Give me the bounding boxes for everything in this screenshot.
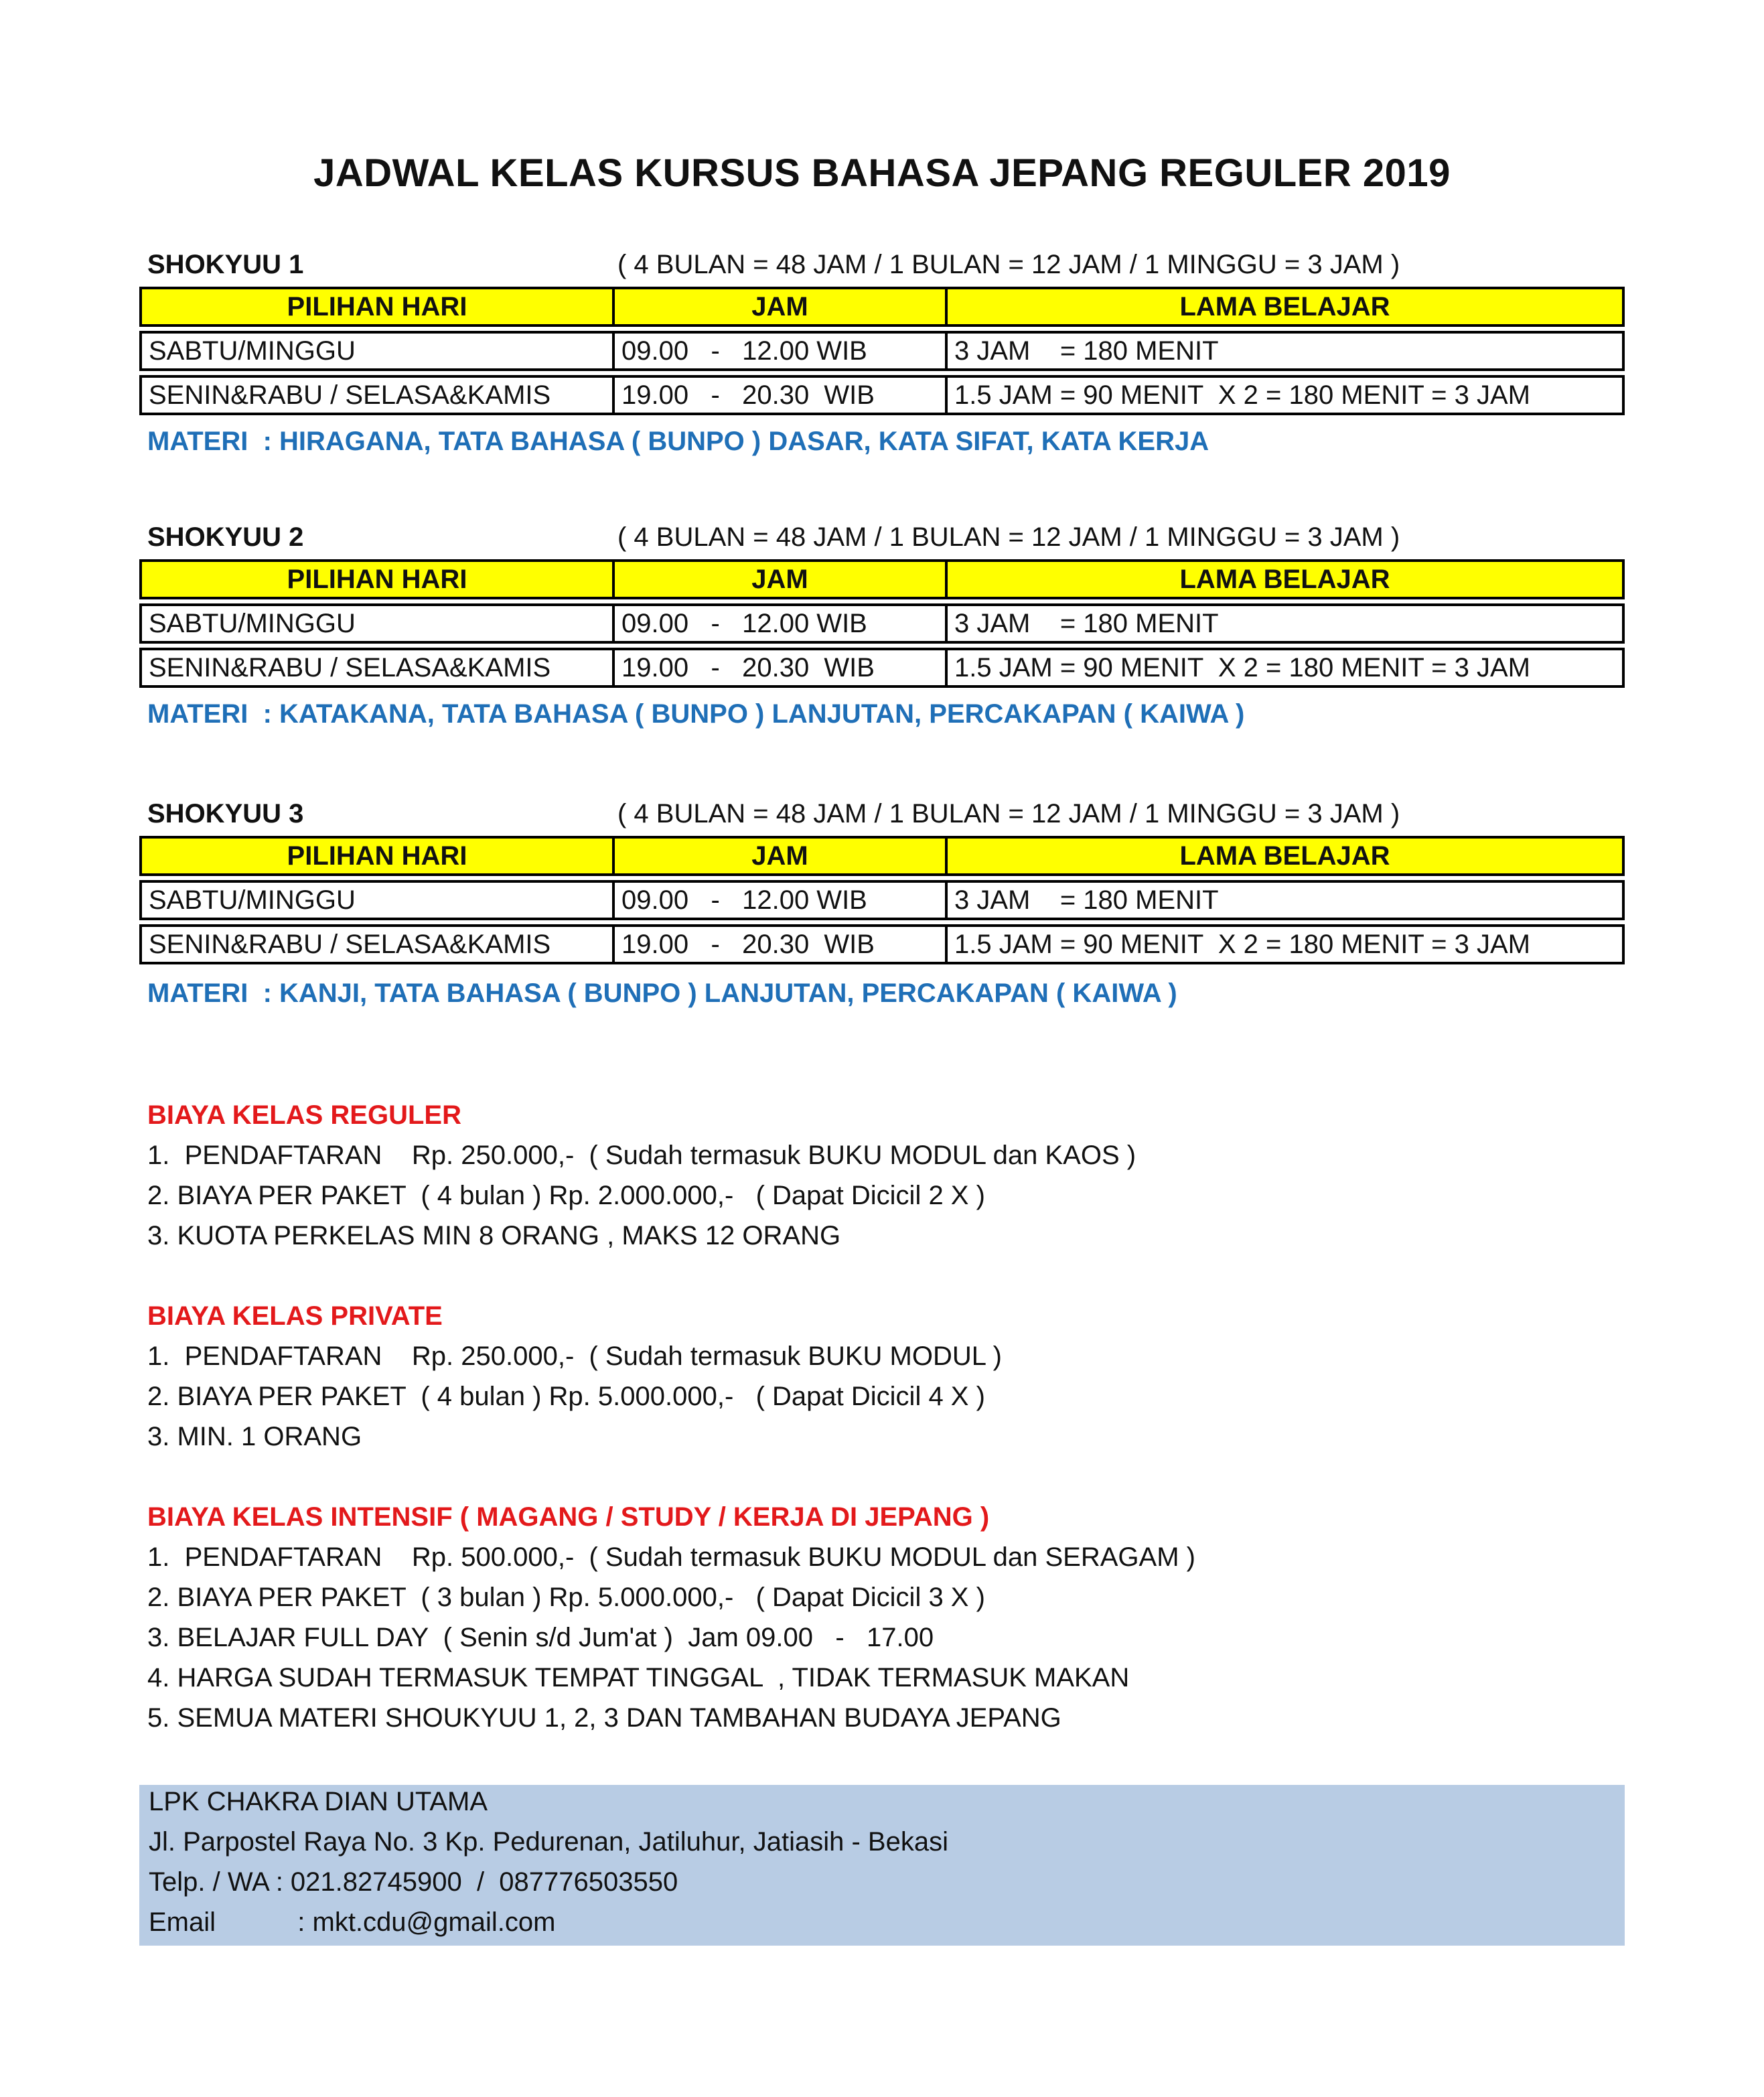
level-name-shokyuu-2: SHOKYUU 2 xyxy=(147,522,304,552)
table-row xyxy=(139,331,1625,371)
list-item: 1. PENDAFTARAN Rp. 250.000,- ( Sudah termasuk BUKU MODUL ) xyxy=(147,1342,1002,1371)
table-cell-length: 1.5 JAM = 90 MENIT X 2 = 180 MENIT = 3 JAM xyxy=(945,924,1625,964)
list-item: 3. MIN. 1 ORANG xyxy=(147,1422,362,1451)
contact-phone: Telp. / WA : 021.82745900 / 087776503550 xyxy=(149,1867,678,1897)
header-cell-jam: JAM xyxy=(612,287,945,327)
schedule-table-shokyuu-2 xyxy=(139,555,1625,692)
level-duration-shokyuu-2: ( 4 BULAN = 48 JAM / 1 BULAN = 12 JAM / 1 MINGGU = 3 JAM ) xyxy=(617,522,1400,552)
table-header-row xyxy=(139,559,1625,599)
header-cell-lama-belajar: LAMA BELAJAR xyxy=(945,836,1625,876)
header-cell-jam: JAM xyxy=(612,836,945,876)
header-cell-pilihan-hari: PILIHAN HARI xyxy=(139,559,612,599)
header-cell-lama-belajar: LAMA BELAJAR xyxy=(945,287,1625,327)
table-cell-day: SABTU/MINGGU xyxy=(139,331,612,371)
header-cell-pilihan-hari: PILIHAN HARI xyxy=(139,287,612,327)
list-item: 2. BIAYA PER PAKET ( 4 bulan ) Rp. 2.000.000,- ( Dapat Dicicil 2 X ) xyxy=(147,1181,985,1210)
list-item: 1. PENDAFTARAN Rp. 500.000,- ( Sudah termasuk BUKU MODUL dan SERAGAM ) xyxy=(147,1542,1195,1572)
contact-company: LPK CHAKRA DIAN UTAMA xyxy=(149,1787,488,1816)
materi-shokyuu-2: MATERI : KATAKANA, TATA BAHASA ( BUNPO ) LANJUTAN, PERCAKAPAN ( KAIWA ) xyxy=(147,699,1245,729)
table-cell-time: 09.00 - 12.00 WIB xyxy=(612,880,945,920)
table-cell-length: 1.5 JAM = 90 MENIT X 2 = 180 MENIT = 3 JAM xyxy=(945,375,1625,415)
level-name-shokyuu-3: SHOKYUU 3 xyxy=(147,799,304,828)
contact-address: Jl. Parpostel Raya No. 3 Kp. Pedurenan, Jatiluhur, Jatiasih - Bekasi xyxy=(149,1827,948,1857)
table-cell-length: 1.5 JAM = 90 MENIT X 2 = 180 MENIT = 3 JAM xyxy=(945,648,1625,688)
list-item: 5. SEMUA MATERI SHOUKYUU 1, 2, 3 DAN TAMBAHAN BUDAYA JEPANG xyxy=(147,1703,1061,1733)
contact-email: Email : mkt.cdu@gmail.com xyxy=(149,1907,556,1937)
table-header-row xyxy=(139,836,1625,876)
schedule-table-shokyuu-3 xyxy=(139,832,1625,968)
list-item: 3. KUOTA PERKELAS MIN 8 ORANG , MAKS 12 ORANG xyxy=(147,1221,841,1250)
page-title: JADWAL KELAS KURSUS BAHASA JEPANG REGULER 2019 xyxy=(313,151,1451,195)
table-cell-time: 19.00 - 20.30 WIB xyxy=(612,375,945,415)
table-cell-day: SENIN&RABU / SELASA&KAMIS xyxy=(139,648,612,688)
header-cell-pilihan-hari: PILIHAN HARI xyxy=(139,836,612,876)
table-cell-day: SABTU/MINGGU xyxy=(139,880,612,920)
table-cell-time: 09.00 - 12.00 WIB xyxy=(612,331,945,371)
table-cell-length: 3 JAM = 180 MENIT xyxy=(945,603,1625,644)
level-name-shokyuu-1: SHOKYUU 1 xyxy=(147,250,304,279)
materi-shokyuu-1: MATERI : HIRAGANA, TATA BAHASA ( BUNPO ) DASAR, KATA SIFAT, KATA KERJA xyxy=(147,427,1209,456)
table-cell-day: SENIN&RABU / SELASA&KAMIS xyxy=(139,375,612,415)
table-row xyxy=(139,375,1625,415)
list-item: 4. HARGA SUDAH TERMASUK TEMPAT TINGGAL , TIDAK TERMASUK MAKAN xyxy=(147,1663,1130,1692)
fee-heading-reguler: BIAYA KELAS REGULER xyxy=(147,1100,461,1130)
table-header-row xyxy=(139,287,1625,327)
table-cell-length: 3 JAM = 180 MENIT xyxy=(945,880,1625,920)
table-cell-length: 3 JAM = 180 MENIT xyxy=(945,331,1625,371)
table-row xyxy=(139,603,1625,644)
list-item: 3. BELAJAR FULL DAY ( Senin s/d Jum'at ) Jam 09.00 - 17.00 xyxy=(147,1623,934,1652)
table-row xyxy=(139,924,1625,964)
list-item: 1. PENDAFTARAN Rp. 250.000,- ( Sudah termasuk BUKU MODUL dan KAOS ) xyxy=(147,1141,1136,1170)
table-cell-time: 19.00 - 20.30 WIB xyxy=(612,648,945,688)
fee-heading-intensif: BIAYA KELAS INTENSIF ( MAGANG / STUDY / KERJA DI JEPANG ) xyxy=(147,1502,990,1532)
fee-heading-private: BIAYA KELAS PRIVATE xyxy=(147,1301,443,1331)
table-row xyxy=(139,648,1625,688)
table-cell-time: 19.00 - 20.30 WIB xyxy=(612,924,945,964)
list-item: 2. BIAYA PER PAKET ( 3 bulan ) Rp. 5.000.000,- ( Dapat Dicicil 3 X ) xyxy=(147,1583,985,1612)
table-row xyxy=(139,880,1625,920)
table-cell-time: 09.00 - 12.00 WIB xyxy=(612,603,945,644)
table-cell-day: SABTU/MINGGU xyxy=(139,603,612,644)
table-cell-day: SENIN&RABU / SELASA&KAMIS xyxy=(139,924,612,964)
header-cell-jam: JAM xyxy=(612,559,945,599)
materi-shokyuu-3: MATERI : KANJI, TATA BAHASA ( BUNPO ) LANJUTAN, PERCAKAPAN ( KAIWA ) xyxy=(147,979,1177,1008)
level-duration-shokyuu-3: ( 4 BULAN = 48 JAM / 1 BULAN = 12 JAM / 1 MINGGU = 3 JAM ) xyxy=(617,799,1400,828)
list-item: 2. BIAYA PER PAKET ( 4 bulan ) Rp. 5.000.000,- ( Dapat Dicicil 4 X ) xyxy=(147,1382,985,1411)
level-duration-shokyuu-1: ( 4 BULAN = 48 JAM / 1 BULAN = 12 JAM / 1 MINGGU = 3 JAM ) xyxy=(617,250,1400,279)
header-cell-lama-belajar: LAMA BELAJAR xyxy=(945,559,1625,599)
schedule-table-shokyuu-1 xyxy=(139,283,1625,419)
